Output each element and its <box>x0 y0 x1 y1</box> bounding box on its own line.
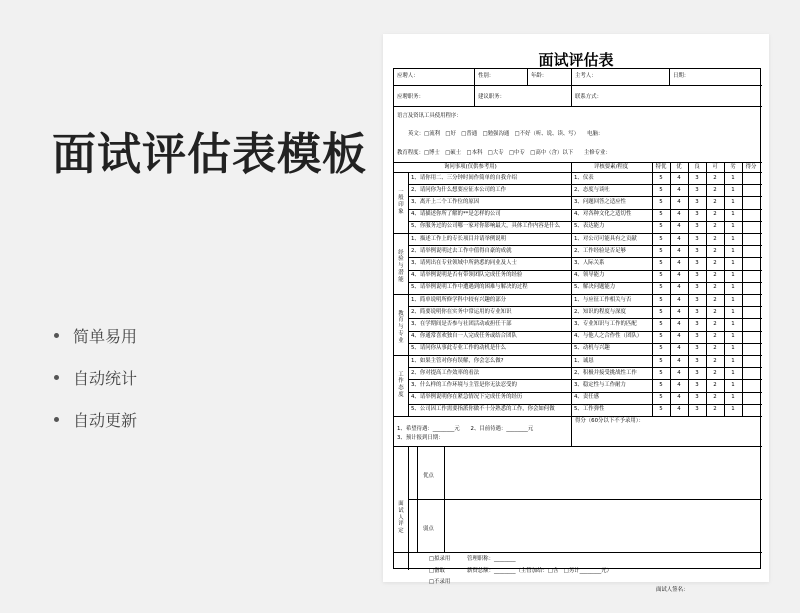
score-value: 1 <box>731 186 735 193</box>
score-value: 2 <box>713 381 717 388</box>
score-value: 3 <box>695 284 699 291</box>
score-value: 4 <box>677 406 681 413</box>
grid-line <box>408 392 762 393</box>
score-value: 3 <box>695 247 699 254</box>
section-label: 一般印象 <box>398 188 404 215</box>
education-line: 教育程度：□博士 □硕士 □本科 □大专 □中专 □高中（含）以下 主修专业： <box>397 150 611 156</box>
score-value: 2 <box>713 223 717 230</box>
score-value: 4 <box>677 272 681 279</box>
grid-line <box>408 257 762 258</box>
score-value: 2 <box>713 186 717 193</box>
bullet-icon <box>54 417 59 422</box>
grid-line <box>670 162 671 416</box>
score-value: 4 <box>677 333 681 340</box>
feature-label: 自动更新 <box>73 410 138 430</box>
grid-line <box>408 282 762 283</box>
score-value: 4 <box>677 284 681 291</box>
score-value: 5 <box>659 406 663 413</box>
question-text: 3、在学期间是否参与社团活动或担任干部 <box>411 320 512 327</box>
good-header: 优 <box>676 164 682 170</box>
score-value: 3 <box>695 223 699 230</box>
grid-line <box>417 446 418 552</box>
section-label: 教育与专业 <box>398 310 404 344</box>
criteria-text: 3、问题回答之适应性 <box>574 198 626 205</box>
score-value: 4 <box>677 211 681 218</box>
strengths-label: 优点 <box>423 473 434 479</box>
score-value: 1 <box>731 211 735 218</box>
score-value: 1 <box>731 272 735 279</box>
feature-label: 简单易用 <box>73 326 138 346</box>
score-value: 3 <box>695 296 699 303</box>
gender-label: 性别： <box>478 73 495 79</box>
score-note: 得分（60分以下不予录用）： <box>575 418 644 424</box>
score-value: 1 <box>731 381 735 388</box>
score-value: 1 <box>731 345 735 352</box>
contact-label: 联系方式： <box>575 94 602 100</box>
feature-list <box>54 314 137 440</box>
question-text: 2、简要说明你在实务中常运用的专业知识 <box>411 308 512 315</box>
pay-line: 薪资总额：________（主管加给：□含 □另计________元） <box>467 568 612 574</box>
score-value: 3 <box>695 235 699 242</box>
feature-item <box>54 356 137 398</box>
criteria-text: 2、知识的程度与深度 <box>574 308 626 315</box>
question-text: 2、你对提高工作效率的看法 <box>411 369 480 376</box>
question-text: 3、请列出在专业领域中所熟悉的同业及人士 <box>411 259 517 266</box>
score-value: 5 <box>659 308 663 315</box>
criteria-text: 1、诚恳 <box>574 357 594 364</box>
grid-line <box>724 162 725 416</box>
grid-line <box>444 446 445 552</box>
score-value: 2 <box>713 357 717 364</box>
question-text: 5、公司因工作需要指派你做不十分熟悉的工作，你会如何做 <box>411 406 555 413</box>
score-value: 3 <box>695 357 699 364</box>
score-value: 2 <box>713 394 717 401</box>
score-value: 4 <box>677 223 681 230</box>
score-value: 4 <box>677 247 681 254</box>
criteria-text: 2、工作经验是否足够 <box>574 247 626 254</box>
score-value: 5 <box>659 345 663 352</box>
score-value: 4 <box>677 174 681 181</box>
criteria-text: 2、积极并接受挑战性工作 <box>574 369 637 376</box>
question-text: 4、请举例说明是否有带领团队完成任务的经验 <box>411 272 523 279</box>
score-value: 5 <box>659 186 663 193</box>
grid-line <box>394 446 762 447</box>
score-value: 3 <box>695 259 699 266</box>
grid-line <box>408 343 762 344</box>
document-title: 面试评估表 <box>538 51 614 69</box>
score-value: 2 <box>713 308 717 315</box>
score-value: 2 <box>713 333 717 340</box>
grid-line <box>408 209 762 210</box>
score-value: 5 <box>659 259 663 266</box>
excellent-header: 特优 <box>655 164 667 170</box>
criteria-text: 3、专业知识与工作的匹配 <box>574 320 637 327</box>
criteria-text: 3、稳定性与工作耐力 <box>574 381 626 388</box>
score-value: 4 <box>677 186 681 193</box>
score-value: 2 <box>713 247 717 254</box>
score-value: 1 <box>731 394 735 401</box>
grid-line <box>408 331 762 332</box>
criteria-text: 5、工作弹性 <box>574 406 605 413</box>
language-label: 语言及资讯工具使用程序： <box>397 113 462 119</box>
hire-option: □备取 <box>429 568 445 574</box>
score-value: 2 <box>713 296 717 303</box>
score-value: 1 <box>731 198 735 205</box>
score-value: 3 <box>695 394 699 401</box>
grid-line <box>408 221 762 222</box>
grid-line <box>652 162 653 416</box>
grid-line <box>527 69 528 85</box>
salary-line: 1、希望待遇：________元 2、目前待遇：________元 <box>397 426 534 432</box>
question-text: 1、请你用二、三分钟时间作简单的自我介绍 <box>411 174 517 181</box>
score-value: 1 <box>731 320 735 327</box>
score-value: 4 <box>677 394 681 401</box>
score-value: 1 <box>731 357 735 364</box>
position-label: 应聘职务： <box>397 94 424 100</box>
question-text: 4、请举例说明你在紧急情况下完成任务的经历 <box>411 394 523 401</box>
score-value: 4 <box>677 259 681 266</box>
grid-line <box>571 162 572 446</box>
score-value: 3 <box>695 369 699 376</box>
feature-item <box>54 398 137 440</box>
score-value: 2 <box>713 284 717 291</box>
grid-line <box>408 318 762 319</box>
score-value: 1 <box>731 333 735 340</box>
poor-header: 劣 <box>730 164 736 170</box>
criteria-text: 3、人际关系 <box>574 259 605 266</box>
section-label: 工作态度 <box>398 371 404 398</box>
score-value: 3 <box>695 345 699 352</box>
criteria-header: 评核要素/程度 <box>594 164 629 170</box>
suggested-position-label: 建议职务： <box>478 94 505 100</box>
score-value: 5 <box>659 320 663 327</box>
question-text: 5、请问你从事此专业工作的动机是什么 <box>411 345 507 352</box>
score-value: 3 <box>695 174 699 181</box>
hire-option: □拟录用 <box>429 556 451 562</box>
score-value: 5 <box>659 272 663 279</box>
question-text: 3、离开上二个工作位的原因 <box>411 198 480 205</box>
score-value: 3 <box>695 406 699 413</box>
start-date-line: 3、预计报到日期： <box>397 435 444 441</box>
grid-line <box>408 184 762 185</box>
score-value: 5 <box>659 235 663 242</box>
criteria-text: 4、责任感 <box>574 394 599 401</box>
signature-label: 面试人签名： <box>656 587 689 593</box>
score-value: 1 <box>731 247 735 254</box>
score-value: 2 <box>713 259 717 266</box>
criteria-text: 5、动机与兴趣 <box>574 345 610 352</box>
score-value: 4 <box>677 369 681 376</box>
score-value: 2 <box>713 406 717 413</box>
criteria-text: 4、领导能力 <box>574 272 605 279</box>
score-value: 4 <box>677 308 681 315</box>
grid-line <box>688 162 689 416</box>
score-value: 3 <box>695 308 699 315</box>
score-value: 4 <box>677 235 681 242</box>
grid-line <box>408 446 409 570</box>
criteria-text: 5、表达能力 <box>574 223 605 230</box>
question-text: 4、请描述你所了解的**是怎样的公司 <box>411 211 501 218</box>
question-text: 3、什么样的工作环境与主管是你无法忍受的 <box>411 381 517 388</box>
grid-line <box>408 306 762 307</box>
question-text: 4、你通常喜欢独自一人完成任务或结合团队 <box>411 333 517 340</box>
feature-item <box>54 314 137 356</box>
score-value: 4 <box>677 296 681 303</box>
score-value: 5 <box>659 284 663 291</box>
grid-line <box>394 85 762 86</box>
evaluator-label: 面试人评定 <box>398 501 404 534</box>
score-value: 5 <box>659 198 663 205</box>
score-value: 1 <box>731 308 735 315</box>
score-value: 4 <box>677 345 681 352</box>
weaknesses-label: 弱点 <box>423 526 434 532</box>
criteria-text: 2、态度与谈吐 <box>574 186 610 193</box>
score-value: 2 <box>713 272 717 279</box>
examiner-label: 主考人： <box>575 73 597 79</box>
score-value: 5 <box>659 381 663 388</box>
question-text: 5、请举例说明工作中遭遇到的困难与解决的过程 <box>411 284 528 291</box>
grid-line <box>474 69 475 106</box>
question-text: 2、请问你为什么想要应征本公司的工作 <box>411 186 507 193</box>
bullet-icon <box>54 333 59 338</box>
grid-line <box>408 499 762 500</box>
criteria-text: 4、与他人之合作性（团队） <box>574 333 643 340</box>
questions-header: 询问事项(仅供参考用) <box>444 164 497 170</box>
evaluation-form <box>393 68 761 593</box>
score-value: 5 <box>659 223 663 230</box>
age-label: 年龄： <box>531 73 548 79</box>
question-text: 2、请举例说明过去工作中值得自豪的成就 <box>411 247 512 254</box>
score-value: 2 <box>713 211 717 218</box>
grid-line <box>408 270 762 271</box>
question-text: 5、你服务过的公司哪一家对你影响最大，具体工作内容是什么 <box>411 223 560 230</box>
grid-line <box>394 416 762 417</box>
feature-label: 自动统计 <box>73 368 138 388</box>
date-label: 日期： <box>673 73 690 79</box>
section-label: 经验与潜能 <box>398 249 404 283</box>
grid-line <box>408 245 762 246</box>
score-value: 2 <box>713 369 717 376</box>
score-value: 3 <box>695 272 699 279</box>
score-value: 4 <box>677 198 681 205</box>
applicant-label: 应聘人： <box>397 73 419 79</box>
score-header: 得分 <box>745 164 757 170</box>
score-value: 5 <box>659 211 663 218</box>
question-text: 1、如果主管对你有误解，你会怎么做? <box>411 357 504 364</box>
grid-line <box>669 69 670 85</box>
template-title: 面试评估表模板 <box>52 129 367 180</box>
position-title-line: 管理职称：________ <box>467 556 516 562</box>
grid-line <box>742 162 743 416</box>
hire-option: □不录用 <box>429 579 451 585</box>
score-value: 5 <box>659 174 663 181</box>
grid-line <box>408 379 762 380</box>
grid-line <box>408 196 762 197</box>
grid-line <box>408 404 762 405</box>
score-value: 2 <box>713 198 717 205</box>
score-value: 3 <box>695 381 699 388</box>
question-text: 1、简单说明所修学科中较有兴趣的部分 <box>411 296 507 303</box>
score-value: 4 <box>677 320 681 327</box>
score-value: 5 <box>659 369 663 376</box>
criteria-text: 4、对各种文化之适切性 <box>574 211 632 218</box>
english-line: 英文：□流利 □好 □普通 □勉强沟通 □不好（听、说、读、写） 电脑： <box>408 131 604 137</box>
grid-line <box>408 172 409 416</box>
score-value: 3 <box>695 320 699 327</box>
score-value: 1 <box>731 406 735 413</box>
score-value: 5 <box>659 333 663 340</box>
score-value: 1 <box>731 235 735 242</box>
score-value: 1 <box>731 369 735 376</box>
criteria-text: 1、与应征工作相关与否 <box>574 296 632 303</box>
score-value: 1 <box>731 174 735 181</box>
criteria-text: 1、对公司可能具有之贡献 <box>574 235 637 242</box>
grid-line <box>408 367 762 368</box>
grid-line <box>394 106 762 107</box>
score-value: 2 <box>713 235 717 242</box>
score-value: 2 <box>713 174 717 181</box>
score-value: 5 <box>659 296 663 303</box>
score-value: 4 <box>677 381 681 388</box>
score-value: 1 <box>731 296 735 303</box>
criteria-text: 1、仪表 <box>574 174 594 181</box>
score-value: 1 <box>731 284 735 291</box>
score-value: 2 <box>713 320 717 327</box>
score-value: 5 <box>659 357 663 364</box>
criteria-text: 5、解决问题能力 <box>574 284 616 291</box>
grid-line <box>706 162 707 416</box>
score-value: 5 <box>659 394 663 401</box>
score-value: 5 <box>659 247 663 254</box>
document-preview <box>383 34 769 593</box>
score-value: 3 <box>695 186 699 193</box>
score-value: 2 <box>713 345 717 352</box>
fine-header: 良 <box>694 164 700 170</box>
score-value: 1 <box>731 223 735 230</box>
ok-header: 可 <box>712 164 718 170</box>
question-text: 1、描述工作上的专长项目并请举例说明 <box>411 235 507 242</box>
score-value: 4 <box>677 357 681 364</box>
score-value: 3 <box>695 211 699 218</box>
grid-line <box>571 69 572 106</box>
score-value: 3 <box>695 198 699 205</box>
score-value: 3 <box>695 333 699 340</box>
score-value: 1 <box>731 259 735 266</box>
bullet-icon <box>54 375 59 380</box>
grid-line <box>394 552 762 553</box>
